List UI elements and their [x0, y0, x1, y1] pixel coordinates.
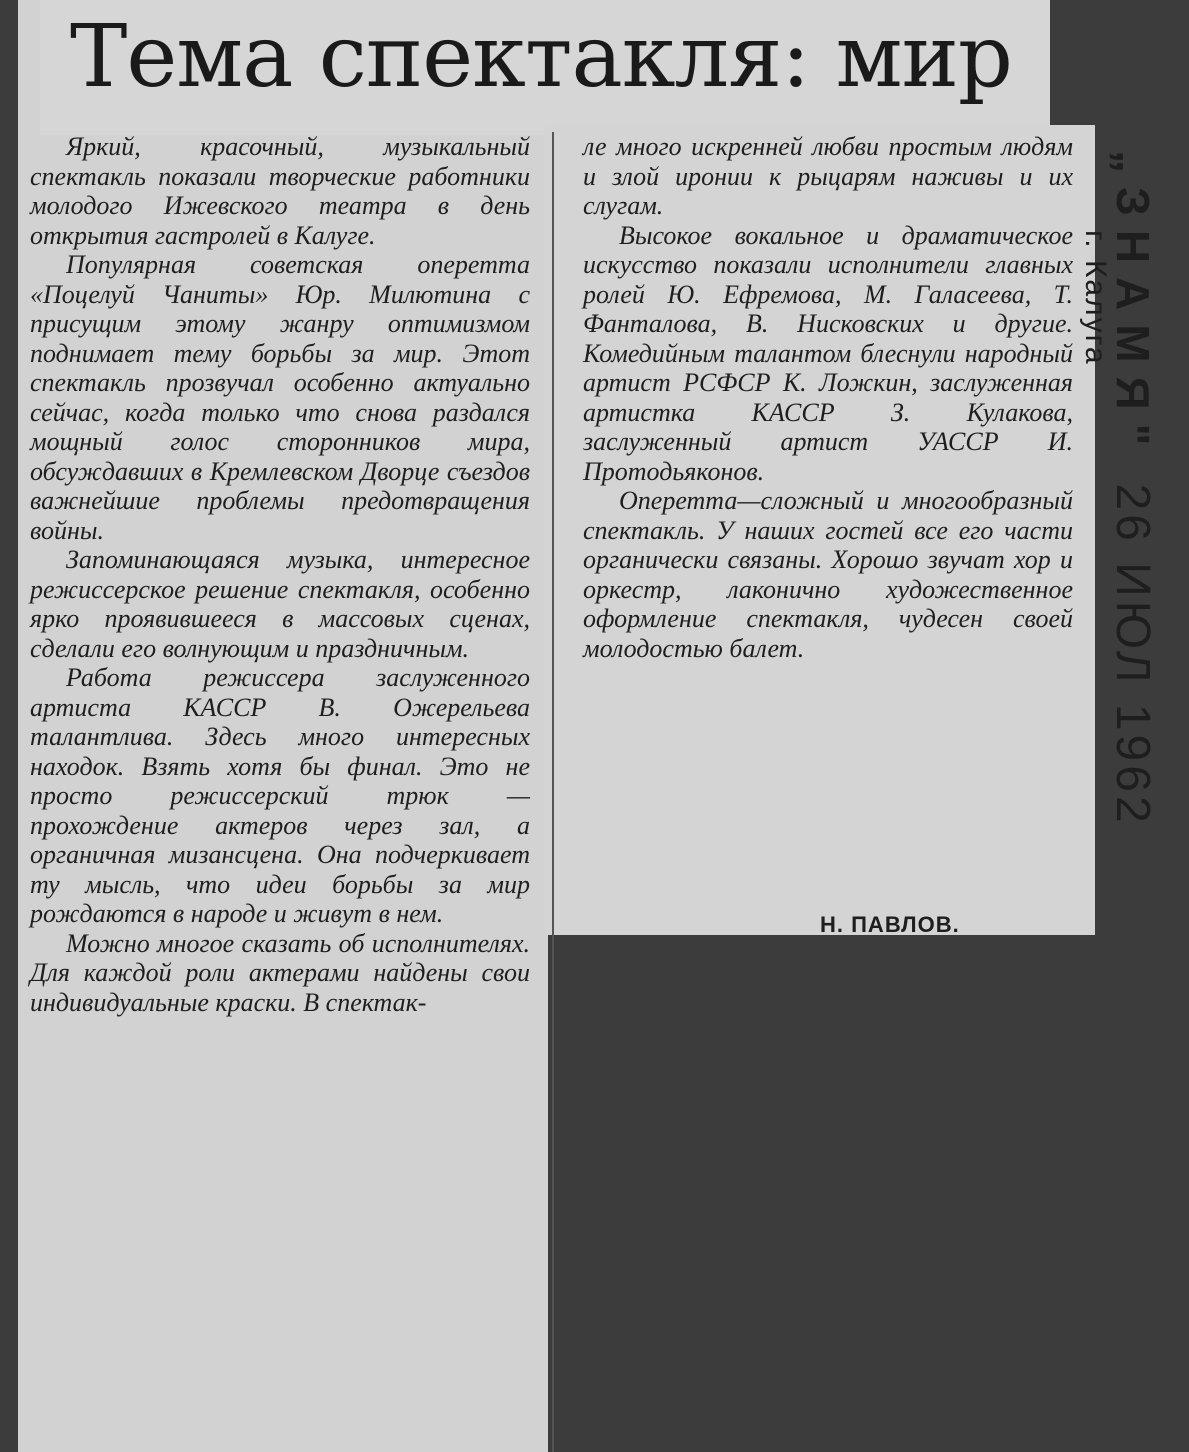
- right-column: [583, 132, 1073, 663]
- paragraph: Оперетта—сложный и многообразный спектакль. У наших гостей все его части органически связаны. Хорошо звучат хор и оркестр, лаконично художественное оформление спектакля, чудесен своей молодостью балет.: [583, 486, 1073, 663]
- paragraph: Высокое вокальное и драматическое искусство показали исполнители главных ролей Ю. Ефремова, М. Галасеева, Т. Фанталова, В. Нисковских и другие. Комедийным талантом блеснули народный артист РСФСР К. Ложкин, заслуженная артистка КАССР З. Кулакова, заслуженный артист УАССР И. Протодьяконов.: [583, 220, 1073, 486]
- stamp-city: г. Калуга: [1079, 230, 1112, 366]
- stamp-newspaper-name: „ЗНАМЯ": [1107, 150, 1159, 460]
- paragraph: ле много искренней любви простым людям и злой иронии к рыцарям наживы и их слугам.: [583, 132, 1073, 220]
- author-signature: Н. ПАВЛОВ.: [820, 912, 960, 937]
- headline: Тема спектакля: мир: [70, 7, 1012, 107]
- paragraph: Популярная советская оперетта «Поцелуй Чаниты» Юр. Милютина с присущим этому жанру оптимизмом поднимает тему борьбы за мир. Этот спектакль прозвучал особенно актуально сейчас, когда только что снова раздался мощный голос сторонников мира, обсуждавших в Кремлевском Дворце съездов важнейшие проблемы предотвращения войны.: [30, 250, 530, 545]
- stamp-date: 26 ИЮЛ 1962: [1106, 483, 1159, 827]
- paragraph: Яркий, красочный, музыкальный спектакль показали творческие работники молодого Ижевского театра в день открытия гастролей в Калуге.: [30, 132, 530, 250]
- paragraph: Работа режиссера заслуженного артиста КАССР В. Ожерельева талантлива. Здесь много интересных находок. Взять хотя бы финал. Это не просто режиссерский трюк — прохождение актеров через зал, а органичная мизансцена. Она подчеркивает ту мысль, что идеи борьбы за мир рождаются в народе и живут в нем.: [30, 663, 530, 928]
- column-divider: [552, 132, 554, 1452]
- left-column: [30, 132, 530, 1017]
- newspaper-stamp: [1105, 150, 1160, 827]
- paragraph: Можно многое сказать об исполнителях. Для каждой роли актерами найдены свои индивидуальные краски. В спектак-: [30, 928, 530, 1017]
- paragraph: Запоминающаяся музыка, интересное режиссерское решение спектакля, особенно ярко проявившееся в массовых сценах, сделали его волнующим и праздничным.: [30, 545, 530, 663]
